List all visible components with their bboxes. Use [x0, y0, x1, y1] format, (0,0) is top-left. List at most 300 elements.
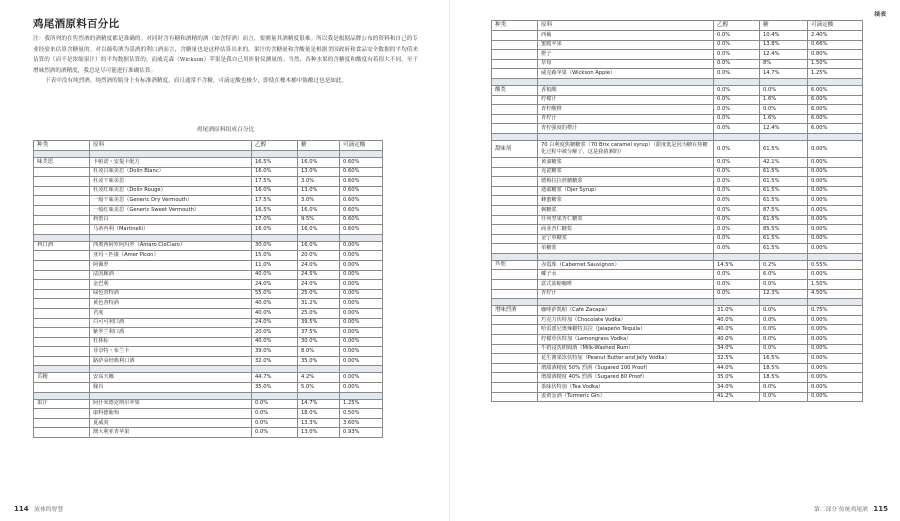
ethanol-cell: 39.0%	[252, 347, 298, 357]
table-row	[492, 177, 863, 187]
category-cell	[492, 315, 538, 325]
table-row	[492, 354, 863, 364]
acid-cell: 0.00%	[340, 373, 383, 383]
ethanol-cell: 0.0%	[714, 59, 760, 69]
acid-cell: 0.00%	[340, 270, 383, 280]
table-row	[492, 315, 863, 325]
ethanol-cell: 40.0%	[252, 270, 298, 280]
separator-cell	[538, 133, 714, 140]
separator-cell	[760, 78, 808, 85]
separator-cell	[760, 133, 808, 140]
sugar-cell: 61.5%	[760, 196, 808, 206]
table-row	[492, 306, 863, 316]
acid-cell: 0.00%	[808, 215, 863, 225]
sugar-cell: 3.0%	[298, 196, 340, 206]
group-separator	[34, 366, 383, 373]
ingredient-cell: 杜凌干味美思	[90, 177, 252, 187]
category-cell	[492, 69, 538, 79]
category-cell	[34, 347, 90, 357]
acid-cell: 0.00%	[808, 315, 863, 325]
table-row	[492, 69, 863, 79]
table-row	[492, 31, 863, 41]
ingredient-cell: 意式浓缩咖啡	[538, 280, 714, 290]
category-cell: 味美思	[34, 158, 90, 168]
ingredient-cell: 康科德葡萄	[90, 409, 252, 419]
ingredient-cell: 西奥西阿罗阿玛罗（Amaro CioCiaro）	[90, 241, 252, 251]
acid-cell: 0.60%	[340, 215, 383, 225]
category-cell	[492, 95, 538, 105]
ingredient-cell: 增甜酒精度 40% 烈酒（Sugared 80 Proof）	[538, 373, 714, 383]
category-cell	[492, 234, 538, 244]
ethanol-cell: 44.7%	[252, 373, 298, 383]
sugar-cell: 12.3%	[760, 289, 808, 299]
table-row	[34, 418, 383, 428]
category-cell	[492, 270, 538, 280]
separator-cell	[808, 133, 863, 140]
ingredient-cell: 茶味伏特加（Tea Vodka）	[538, 383, 714, 393]
table-row	[34, 373, 383, 383]
header-ethanol: 乙醇	[252, 141, 298, 151]
ingredient-cell: 蜂蜜糖浆	[538, 196, 714, 206]
acid-cell: 0.60%	[340, 186, 383, 196]
sugar-cell: 61.5%	[760, 140, 808, 157]
ingredient-cell: 椰子水	[538, 270, 714, 280]
category-cell	[492, 383, 538, 393]
table-row	[492, 244, 863, 254]
ethanol-cell: 17.0%	[252, 215, 298, 225]
category-cell	[492, 177, 538, 187]
acid-cell: 0.00%	[808, 157, 863, 167]
ethanol-cell: 17.5%	[252, 177, 298, 187]
header-category: 种类	[492, 21, 538, 31]
separator-cell	[808, 253, 863, 260]
ethanol-cell: 0.0%	[714, 280, 760, 290]
ingredient-cell: 佩肖	[90, 383, 252, 393]
separator-cell	[298, 392, 340, 399]
separator-cell	[90, 366, 252, 373]
ethanol-cell: 0.0%	[714, 124, 760, 134]
table-row	[492, 363, 863, 373]
group-separator	[34, 234, 383, 241]
acid-cell: 6.00%	[808, 85, 863, 95]
table-row	[34, 251, 383, 261]
table-row	[492, 325, 863, 335]
ingredient-cell: 增甜酒精度 50% 烈酒（Sugared 100 Proof）	[538, 363, 714, 373]
table-row	[34, 337, 383, 347]
table-row	[34, 215, 383, 225]
category-cell	[492, 354, 538, 364]
separator-cell	[298, 234, 340, 241]
table-row	[492, 225, 863, 235]
ingredient-cell: 草莓	[538, 59, 714, 69]
category-cell	[492, 215, 538, 225]
table-row	[492, 59, 863, 69]
acid-cell: 0.60%	[340, 205, 383, 215]
acid-cell: 0.00%	[808, 325, 863, 335]
category-cell	[492, 205, 538, 215]
acid-cell: 0.50%	[340, 409, 383, 419]
acid-cell: 0.00%	[808, 354, 863, 364]
acid-cell: 0.00%	[808, 270, 863, 280]
separator-cell	[340, 151, 383, 158]
ingredient-cell: 黄油糖浆	[538, 157, 714, 167]
separator-cell	[90, 234, 252, 241]
separator-cell	[760, 253, 808, 260]
sugar-cell: 0.0%	[760, 392, 808, 402]
ethanol-cell: 0.0%	[714, 186, 760, 196]
category-cell	[34, 328, 90, 338]
ethanol-cell: 0.0%	[714, 140, 760, 157]
ingredient-cell: 阿什米德克纳尔苹果	[90, 399, 252, 409]
table-row	[492, 140, 863, 157]
table-row	[34, 356, 383, 366]
table-row	[492, 260, 863, 270]
ingredient-cell: 黄色查特酒	[90, 299, 252, 309]
sugar-cell: 13.0%	[298, 428, 340, 438]
category-cell	[492, 344, 538, 354]
acid-cell: 4.50%	[808, 289, 863, 299]
ingredient-cell: 安高天娜	[90, 373, 252, 383]
sugar-cell: 30.0%	[298, 337, 340, 347]
table-row	[34, 383, 383, 393]
table-row	[492, 167, 863, 177]
ingredient-cell: 马蒂内利（Martinelli）	[90, 225, 252, 235]
separator-cell	[808, 78, 863, 85]
category-cell	[492, 167, 538, 177]
acid-cell: 0.00%	[808, 167, 863, 177]
ingredient-table-left	[33, 140, 383, 438]
sugar-cell: 13.0%	[298, 167, 340, 177]
ethanol-cell: 20.0%	[252, 328, 298, 338]
acid-cell: 0.00%	[340, 318, 383, 328]
category-cell	[492, 186, 538, 196]
acid-cell: 1.25%	[808, 69, 863, 79]
ingredient-cell: 亚玛・匹康（Amer Picon）	[90, 251, 252, 261]
ingredient-cell: 法国廊酒	[90, 270, 252, 280]
acid-cell: 0.00%	[808, 186, 863, 196]
table-row	[34, 177, 383, 187]
header-ingredient: 原料	[90, 141, 252, 151]
table-row	[492, 40, 863, 50]
acid-cell: 0.00%	[340, 356, 383, 366]
sugar-cell: 31.2%	[298, 299, 340, 309]
table-row	[34, 186, 383, 196]
separator-cell	[492, 253, 538, 260]
ingredient-cell: 青柠强度的橙汁	[538, 124, 714, 134]
category-cell	[34, 205, 90, 215]
category-cell	[492, 40, 538, 50]
acid-cell: 0.00%	[808, 177, 863, 187]
acid-cell: 0.00%	[808, 234, 863, 244]
ingredient-cell: 单糖浆	[538, 244, 714, 254]
ingredient-cell: 迪耶糖浆（Djer Syrup）	[538, 186, 714, 196]
ethanol-cell: 0.0%	[714, 234, 760, 244]
ingredient-cell: 金宁单糖浆	[538, 234, 714, 244]
ethanol-cell: 40.0%	[252, 337, 298, 347]
ingredient-cell: 阿佩罗	[90, 260, 252, 270]
acid-cell: 0.55%	[808, 260, 863, 270]
acid-cell: 0.00%	[808, 344, 863, 354]
table-row	[34, 399, 383, 409]
table-row	[34, 428, 383, 438]
ethanol-cell: 0.0%	[714, 157, 760, 167]
ethanol-cell: 16.0%	[252, 186, 298, 196]
sugar-cell: 61.5%	[760, 167, 808, 177]
ingredient-cell: 路萨朵经典利口酒	[90, 356, 252, 366]
separator-cell	[34, 392, 90, 399]
ethanol-cell: 55.0%	[252, 289, 298, 299]
separator-cell	[34, 366, 90, 373]
ingredient-cell: 青柠汁	[538, 289, 714, 299]
ethanol-cell: 0.0%	[714, 31, 760, 41]
table-row	[492, 335, 863, 345]
ethanol-cell: 14.5%	[714, 260, 760, 270]
acid-cell: 6.00%	[808, 114, 863, 124]
ingredient-cell: 青柠酸橙	[538, 105, 714, 115]
sugar-cell: 35.0%	[298, 356, 340, 366]
sugar-cell: 12.4%	[760, 50, 808, 60]
sugar-cell: 14.7%	[298, 399, 340, 409]
acid-cell: 0.00%	[340, 241, 383, 251]
ingredient-cell: 一般红味美思（Generic Sweet Vermouth）	[90, 205, 252, 215]
sugar-cell: 18.5%	[760, 373, 808, 383]
sugar-cell: 13.3%	[298, 418, 340, 428]
ingredient-cell: 金巴利	[90, 280, 252, 290]
category-cell	[492, 124, 538, 134]
table-row	[492, 196, 863, 206]
ingredient-cell: 柠檬汁	[538, 95, 714, 105]
category-cell: 增味烈酒	[492, 306, 538, 316]
category-cell	[492, 373, 538, 383]
table-row	[34, 409, 383, 419]
ingredient-cell: 绿色查特酒	[90, 289, 252, 299]
category-cell	[34, 356, 90, 366]
acid-cell: 0.00%	[808, 225, 863, 235]
ingredient-cell: 白可可利口酒	[90, 318, 252, 328]
acid-cell: 0.60%	[340, 177, 383, 187]
category-cell	[34, 225, 90, 235]
ingredient-cell: 香槟酸	[538, 85, 714, 95]
sugar-cell: 25.0%	[298, 308, 340, 318]
sugar-cell: 0.0%	[760, 344, 808, 354]
ethanol-cell: 0.0%	[252, 409, 298, 419]
intro-note	[33, 34, 418, 87]
sugar-cell: 0.2%	[760, 260, 808, 270]
category-cell	[34, 196, 90, 206]
sugar-cell: 1.6%	[760, 114, 808, 124]
group-separator	[492, 253, 863, 260]
separator-cell	[90, 151, 252, 158]
ethanol-cell: 0.0%	[714, 270, 760, 280]
ingredient-cell: 杜林标	[90, 337, 252, 347]
acid-cell: 0.00%	[808, 196, 863, 206]
ingredient-cell: 一般干味美思（Generic Dry Vermouth）	[90, 196, 252, 206]
ethanol-cell: 30.0%	[252, 241, 298, 251]
category-cell	[34, 270, 90, 280]
acid-cell: 0.00%	[340, 280, 383, 290]
separator-cell	[252, 151, 298, 158]
footer-left	[14, 504, 63, 513]
table-row	[492, 50, 863, 60]
category-cell: 利口酒	[34, 241, 90, 251]
table-row	[34, 318, 383, 328]
acid-cell: 0.60%	[340, 196, 383, 206]
table-row	[34, 270, 383, 280]
header-acid: 可滴定酸	[340, 141, 383, 151]
category-cell	[492, 325, 538, 335]
ethanol-cell: 34.0%	[714, 344, 760, 354]
category-cell	[492, 114, 538, 124]
ethanol-cell: 40.0%	[714, 325, 760, 335]
table-row	[34, 280, 383, 290]
table-row	[492, 124, 863, 134]
ingredient-table-right	[491, 20, 863, 402]
category-cell: 果汁	[34, 399, 90, 409]
table-row	[34, 347, 383, 357]
ingredient-cell: 澳大利亚青苹果	[90, 428, 252, 438]
acid-cell: 0.00%	[340, 260, 383, 270]
group-separator	[34, 392, 383, 399]
ethanol-cell: 16.0%	[252, 167, 298, 177]
sugar-cell: 16.0%	[298, 158, 340, 168]
category-cell	[492, 105, 538, 115]
separator-cell	[492, 133, 538, 140]
table-row	[492, 105, 863, 115]
category-cell	[34, 260, 90, 270]
separator-cell	[538, 253, 714, 260]
category-cell	[492, 50, 538, 60]
ethanol-cell: 31.0%	[714, 306, 760, 316]
ingredient-cell: 枫糖浆	[538, 205, 714, 215]
ethanol-cell: 32.5%	[714, 354, 760, 364]
acid-cell: 0.75%	[808, 306, 863, 316]
ingredient-cell: 卡帕诺・安提卡配方	[90, 158, 252, 168]
category-cell	[34, 289, 90, 299]
category-cell	[34, 215, 90, 225]
acid-cell: 1.25%	[340, 399, 383, 409]
separator-cell	[538, 299, 714, 306]
separator-cell	[298, 366, 340, 373]
ingredient-cell: 任何坚果杏仁糖浆	[538, 215, 714, 225]
acid-cell: 0.60%	[340, 225, 383, 235]
separator-cell	[760, 299, 808, 306]
sugar-cell: 25.0%	[298, 289, 340, 299]
ethanol-cell: 0.0%	[714, 69, 760, 79]
ingredient-cell: 君度	[90, 308, 252, 318]
acid-cell: 0.00%	[340, 347, 383, 357]
separator-cell	[34, 234, 90, 241]
ingredient-cell: 菲奈特・布兰卡	[90, 347, 252, 357]
acid-cell: 1.50%	[808, 280, 863, 290]
ingredient-cell: 紫罗兰利口酒	[90, 328, 252, 338]
sugar-cell: 20.0%	[298, 251, 340, 261]
sugar-cell: 16.0%	[298, 225, 340, 235]
sugar-cell: 3.0%	[298, 177, 340, 187]
sugar-cell: 61.5%	[760, 186, 808, 196]
right-page	[450, 0, 900, 521]
ingredient-cell: 蜜脆苹果	[538, 40, 714, 50]
table-row	[34, 260, 383, 270]
category-cell	[34, 337, 90, 347]
category-cell: 甜味剂	[492, 140, 538, 157]
ethanol-cell: 0.0%	[714, 167, 760, 177]
ethanol-cell: 0.0%	[252, 428, 298, 438]
separator-cell	[340, 366, 383, 373]
table-row	[34, 241, 383, 251]
category-cell: 酸类	[492, 85, 538, 95]
table-row	[34, 328, 383, 338]
book-title: 液体的智慧	[34, 507, 64, 513]
ethanol-cell: 0.0%	[714, 40, 760, 50]
ethanol-cell: 0.0%	[252, 399, 298, 409]
sugar-cell: 87.5%	[760, 205, 808, 215]
category-cell	[492, 335, 538, 345]
ethanol-cell: 16.5%	[252, 158, 298, 168]
table-row	[492, 95, 863, 105]
ethanol-cell: 34.0%	[714, 383, 760, 393]
sugar-cell: 8%	[760, 59, 808, 69]
sugar-cell: 37.5%	[298, 328, 340, 338]
acid-cell: 0.00%	[340, 299, 383, 309]
ethanol-cell: 0.0%	[714, 50, 760, 60]
ethanol-cell: 11.0%	[252, 260, 298, 270]
sugar-cell: 0.0%	[760, 105, 808, 115]
group-separator	[34, 151, 383, 158]
ethanol-cell: 40.0%	[714, 315, 760, 325]
acid-cell: 0.00%	[340, 289, 383, 299]
sugar-cell: 10.4%	[760, 31, 808, 41]
ethanol-cell: 40.0%	[252, 308, 298, 318]
sugar-cell: 61.5%	[760, 177, 808, 187]
table-row	[492, 186, 863, 196]
acid-cell: 6.00%	[808, 124, 863, 134]
ethanol-cell: 35.0%	[714, 373, 760, 383]
acid-cell: 6.00%	[808, 105, 863, 115]
category-cell	[34, 177, 90, 187]
category-cell	[34, 299, 90, 309]
separator-cell	[808, 299, 863, 306]
separator-cell	[252, 392, 298, 399]
ingredient-cell: 哈雷派尼奥辣椒特其拉（Jalapeño Tequila）	[538, 325, 714, 335]
separator-cell	[714, 133, 760, 140]
sugar-cell: 61.5%	[760, 244, 808, 254]
table-row	[34, 299, 383, 309]
ingredient-cell: 商业杏仁糖浆	[538, 225, 714, 235]
sugar-cell: 4.2%	[298, 373, 340, 383]
table-row	[492, 344, 863, 354]
ingredient-cell: 德梅拉拉蔗糖糖浆	[538, 177, 714, 187]
ingredient-cell: 姜黄金酒（Turmeric Gin）	[538, 392, 714, 402]
sugar-cell: 18.5%	[760, 363, 808, 373]
acid-cell: 0.93%	[340, 428, 383, 438]
ethanol-cell: 0.0%	[714, 114, 760, 124]
category-cell	[34, 428, 90, 438]
ingredient-cell: 克瓷糖浆	[538, 167, 714, 177]
acid-cell: 0.00%	[808, 205, 863, 215]
ingredient-cell: 青柠汁	[538, 114, 714, 124]
ingredient-cell: 牛奶浸洗朗姆酒（Milk-Washed Rum）	[538, 344, 714, 354]
ingredient-cell: 西柚	[538, 31, 714, 41]
ethanol-cell: 44.0%	[714, 363, 760, 373]
sugar-cell: 61.5%	[760, 215, 808, 225]
table-row	[34, 225, 383, 235]
table-row	[34, 167, 383, 177]
category-cell	[34, 167, 90, 177]
ethanol-cell: 0.0%	[714, 225, 760, 235]
table-row	[492, 114, 863, 124]
footer-right	[814, 504, 888, 513]
table-row	[492, 85, 863, 95]
